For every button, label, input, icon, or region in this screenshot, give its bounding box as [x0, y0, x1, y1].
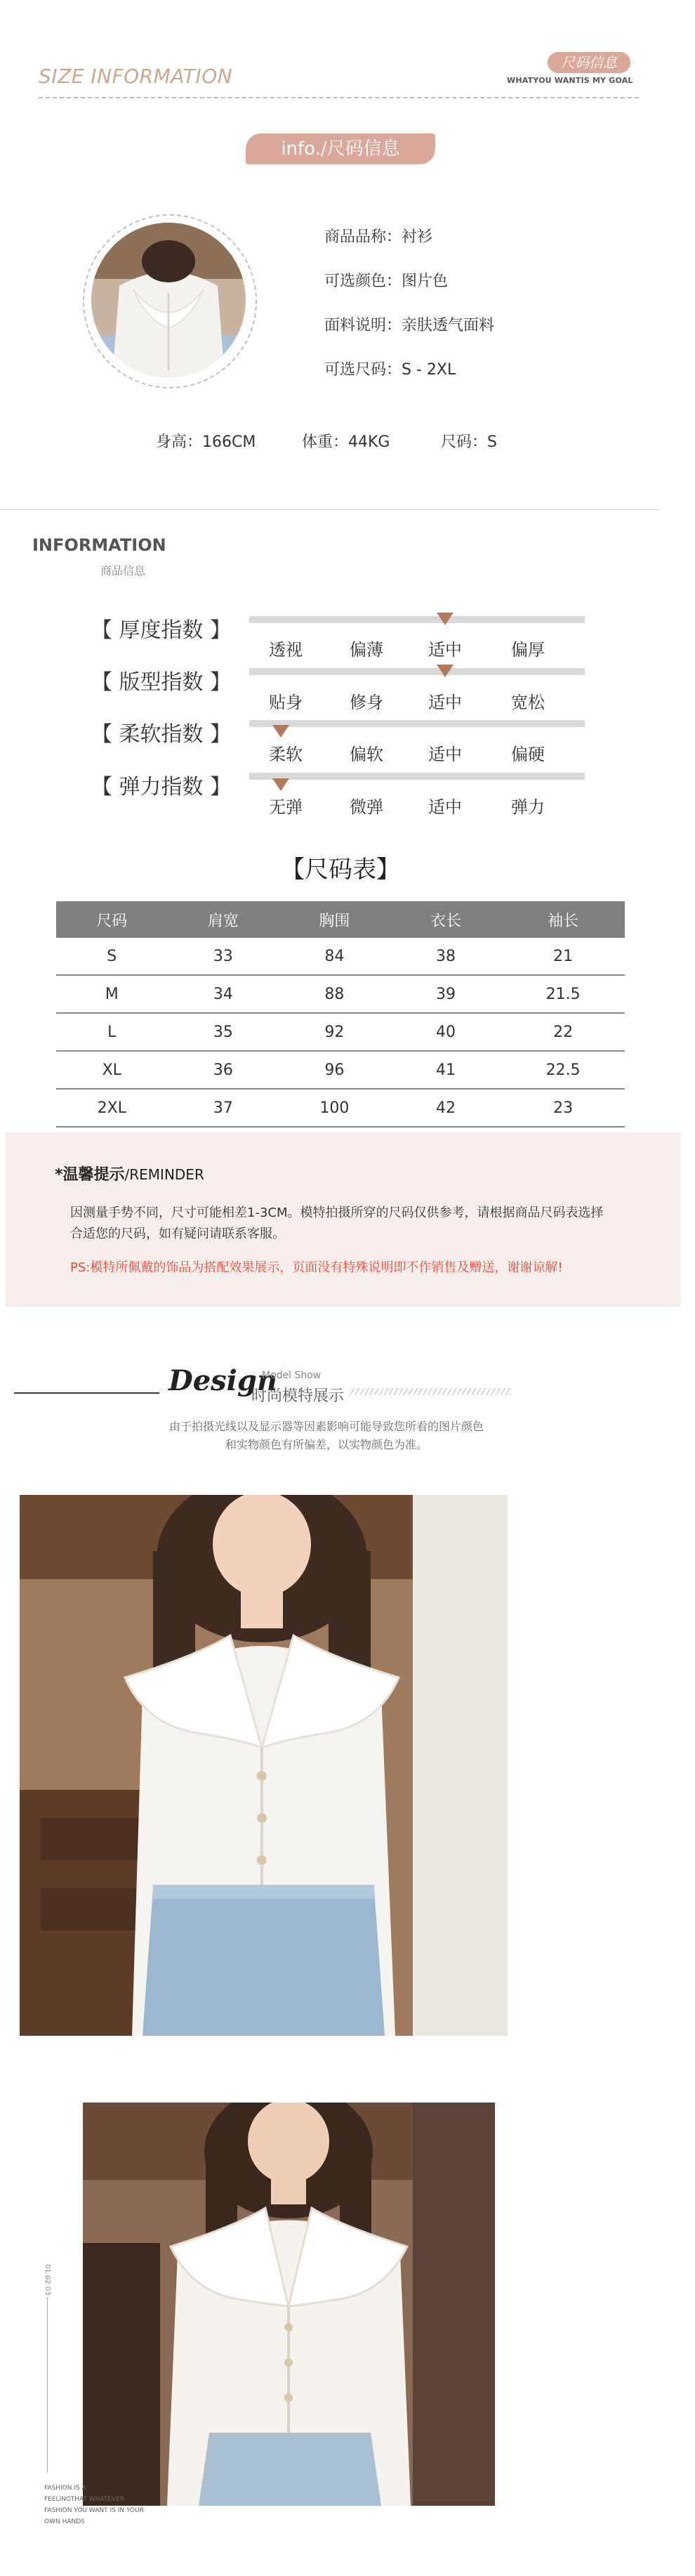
reminder-ps: PS:模特所佩戴的饰品为搭配效果展示，页面没有特殊说明即不作销售及赠送，谢谢谅解!: [70, 1260, 563, 1275]
product-thumbnail: [91, 223, 246, 377]
table-cell: 21: [501, 938, 625, 975]
spec-name: 商品品称：衬衫: [324, 228, 433, 246]
softness-option: 柔软: [269, 745, 303, 764]
softness-option: 适中: [428, 745, 462, 764]
table-cell: 39: [390, 975, 502, 1013]
fashion-footer-text: FASHION IS A FEELINGTHAT WHATEVER FASHION YOU WANT IS IN YOUR OWN HANDS: [44, 2485, 144, 2525]
table-cell: 41: [390, 1051, 502, 1089]
model-photo-1: [20, 1495, 508, 2036]
header-subtitle: WHATYOU WANTIS MY GOAL: [507, 76, 633, 85]
information-subtitle: 商品信息: [100, 564, 146, 577]
softness-index-marker: [272, 725, 289, 738]
table-cell: 92: [279, 1013, 390, 1051]
table-cell: L: [56, 1013, 168, 1051]
table-row: [56, 975, 625, 1013]
table-row: [56, 1051, 625, 1089]
elasticity-option: 弹力: [511, 797, 545, 817]
table-cell: 40: [390, 1013, 502, 1051]
table-cell: 88: [279, 975, 390, 1013]
spec-fabric: 面料说明：亲肤透气面料: [324, 317, 495, 334]
table-cell: XL: [56, 1051, 168, 1089]
table-row: [56, 1013, 625, 1051]
reminder-title: *温馨提示/REMINDER: [55, 1166, 204, 1184]
fit-option: 宽松: [511, 693, 545, 712]
softness-option: 偏硬: [511, 745, 545, 764]
fit-index-bar: [249, 668, 585, 675]
side-page-number: 01 02 03: [44, 2264, 51, 2296]
model-photo-2: [83, 2103, 495, 2506]
fit-option: 贴身: [269, 693, 303, 712]
side-line: [47, 2297, 48, 2473]
fit-option: 修身: [350, 693, 383, 712]
table-cell: 36: [168, 1051, 279, 1089]
design-title: Design: [168, 1364, 277, 1397]
size-information-title: SIZE INFORMATION: [39, 65, 233, 88]
size-table-header: 尺码: [56, 901, 168, 938]
elasticity-option: 无弹: [269, 797, 303, 817]
size-table-header: 袖长: [501, 901, 625, 938]
size-info-badge: 尺码信息: [548, 52, 630, 73]
elasticity-index-marker: [272, 778, 289, 791]
thickness-option: 透视: [269, 640, 303, 660]
fit-index-marker: [437, 665, 454, 677]
softness-option: 偏软: [350, 745, 383, 764]
model-show-cn: 时尚模特展示: [251, 1387, 345, 1405]
table-cell: 37: [168, 1089, 279, 1127]
table-cell: 2XL: [56, 1089, 168, 1127]
information-title: INFORMATION: [32, 535, 166, 555]
design-left-line: [14, 1392, 159, 1394]
size-table-header: 肩宽: [168, 901, 279, 938]
elasticity-index-bar: [249, 773, 585, 780]
fit-option: 适中: [428, 693, 462, 712]
spec-sizes: 可选尺码：S - 2XL: [324, 361, 456, 379]
size-table: [56, 901, 625, 1127]
table-cell: 22: [501, 1013, 625, 1051]
header-divider: [39, 97, 639, 98]
softness-index-bar: [249, 720, 585, 727]
elasticity-index-label: 【 弹力指数 】: [91, 775, 232, 799]
model-show-en: Model Show: [262, 1370, 322, 1381]
info-pill: info./尺码信息: [246, 133, 435, 164]
color-disclaimer: 由于拍摄光线以及显示器等因素影响可能导致您所看的图片颜色 和实物颜色有所偏差，以实物颜色为准。: [168, 1420, 484, 1451]
thickness-option: 偏厚: [511, 640, 545, 660]
table-cell: 35: [168, 1013, 279, 1051]
thickness-option: 适中: [428, 640, 462, 660]
fit-index-label: 【 版型指数 】: [91, 670, 232, 695]
table-cell: 21.5: [501, 975, 625, 1013]
thickness-option: 偏薄: [350, 640, 383, 660]
size-table-header: 衣长: [390, 901, 502, 938]
table-cell: 96: [279, 1051, 390, 1089]
section-divider: [0, 509, 660, 510]
size-table-title: 【尺码表】: [281, 856, 400, 884]
table-cell: 38: [390, 938, 502, 975]
model-height: 身高：166CM: [156, 433, 256, 451]
table-cell: 23: [501, 1089, 625, 1127]
table-cell: M: [56, 975, 168, 1013]
model-weight: 体重：44KG: [302, 433, 390, 451]
size-table-header-row: [56, 901, 625, 938]
thickness-index-marker: [437, 613, 454, 625]
table-row: [56, 938, 625, 975]
table-row: [56, 1089, 625, 1127]
table-cell: 22.5: [501, 1051, 625, 1089]
table-cell: 100: [279, 1089, 390, 1127]
design-hatch-decoration: [350, 1388, 511, 1395]
thickness-index-bar: [249, 616, 585, 623]
elasticity-option: 微弹: [350, 797, 383, 817]
table-cell: S: [56, 938, 168, 975]
reminder-text: 因测量手势不同，尺寸可能相差1-3CM。模特拍摄所穿的尺码仅供参考，请根据商品尺码表选择合适您的尺码，如有疑问请联系客服。: [70, 1205, 604, 1241]
thickness-index-label: 【 厚度指数 】: [91, 618, 232, 643]
table-cell: 84: [279, 938, 390, 975]
softness-index-label: 【 柔软指数 】: [91, 722, 232, 747]
model-size: 尺码：S: [441, 433, 497, 451]
size-table-header: 胸围: [279, 901, 390, 938]
table-cell: 34: [168, 975, 279, 1013]
elasticity-option: 适中: [428, 797, 462, 817]
table-cell: 42: [390, 1089, 502, 1127]
spec-color: 可选颜色：图片色: [324, 273, 449, 290]
table-cell: 33: [168, 938, 279, 975]
